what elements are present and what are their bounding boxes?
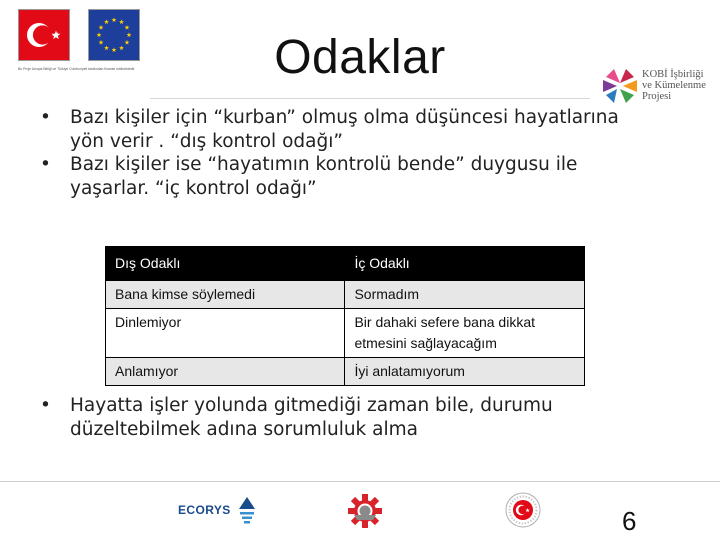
title-divider [150, 98, 590, 99]
eu-star-icon [112, 47, 117, 52]
eu-star-icon [119, 19, 124, 24]
gear-logo-icon [345, 492, 385, 530]
eu-star-icon [104, 45, 109, 50]
ecorys-logo-icon [236, 495, 258, 525]
gear-logo [345, 492, 385, 534]
eu-star-icon [125, 40, 130, 45]
kobi-line: KOBİ İşbirliği [642, 69, 704, 80]
kobi-logo-text [642, 69, 706, 102]
tr-eu-logo [18, 9, 143, 79]
focus-comparison-table [105, 246, 585, 386]
table-cell: Bana kimse söylemedi [106, 281, 345, 309]
republic-seal-icon [505, 492, 541, 528]
ecorys-label: ECORYS [178, 503, 231, 517]
bullet-list-top [40, 106, 650, 200]
table-cell: İyi anlatamıyorum [345, 358, 585, 386]
table-cell: Bir dahaki sefere bana dikkat etmesini sağlayacağım [345, 309, 585, 358]
eu-star-icon [125, 25, 130, 30]
page-title: Odaklar [274, 31, 446, 84]
eu-star-icon [119, 45, 124, 50]
table-cell: Dinlemiyor [106, 309, 345, 358]
bullet-item: • Bazı kişiler için “kurban” olmuş olma düşüncesi hayatlarına yön verir . “dış kontrol odağı” [40, 106, 650, 153]
page-number: 6 [622, 506, 637, 536]
table-header-internal: İç Odaklı [345, 247, 585, 281]
table-row [106, 358, 585, 386]
eu-star-icon [99, 25, 104, 30]
bullet-item: • Hayatta işler yolunda gitmediği zaman bile, durumu düzeltebilmek adına sorumluluk alma [40, 394, 650, 441]
table-row [106, 309, 585, 358]
turkey-flag-icon [18, 9, 70, 61]
kobi-logo [598, 64, 720, 112]
eu-star-icon [127, 32, 132, 37]
eu-star-icon [112, 17, 117, 22]
kobi-flower-logo-icon [598, 64, 642, 108]
footer-divider [0, 481, 720, 482]
table-cell: Anlamıyor [106, 358, 345, 386]
kobi-line: Projesi [642, 91, 672, 102]
table-cell: Sormadım [345, 281, 585, 309]
eu-star-icon [104, 19, 109, 24]
kobi-line: ve Kümelenme [642, 80, 706, 91]
table-row [106, 281, 585, 309]
bullet-item: • Bazı kişiler ise “hayatımın kontrolü bende” duygusu ile yaşarlar. “iç kontrol odağı” [40, 153, 650, 200]
eu-star-icon [97, 32, 102, 37]
table-header-external: Dış Odaklı [106, 247, 345, 281]
eu-star-icon [99, 40, 104, 45]
logo-caption: Bu Proje Avrupa Birliği ve Türkiye Cumhuriyeti tarafından finanse edilmektedir [18, 67, 135, 71]
table-header-row [106, 247, 585, 281]
ecorys-logo [178, 495, 258, 525]
republic-seal [505, 492, 541, 532]
eu-flag-icon [88, 9, 140, 61]
bullet-list-bottom [40, 394, 650, 441]
